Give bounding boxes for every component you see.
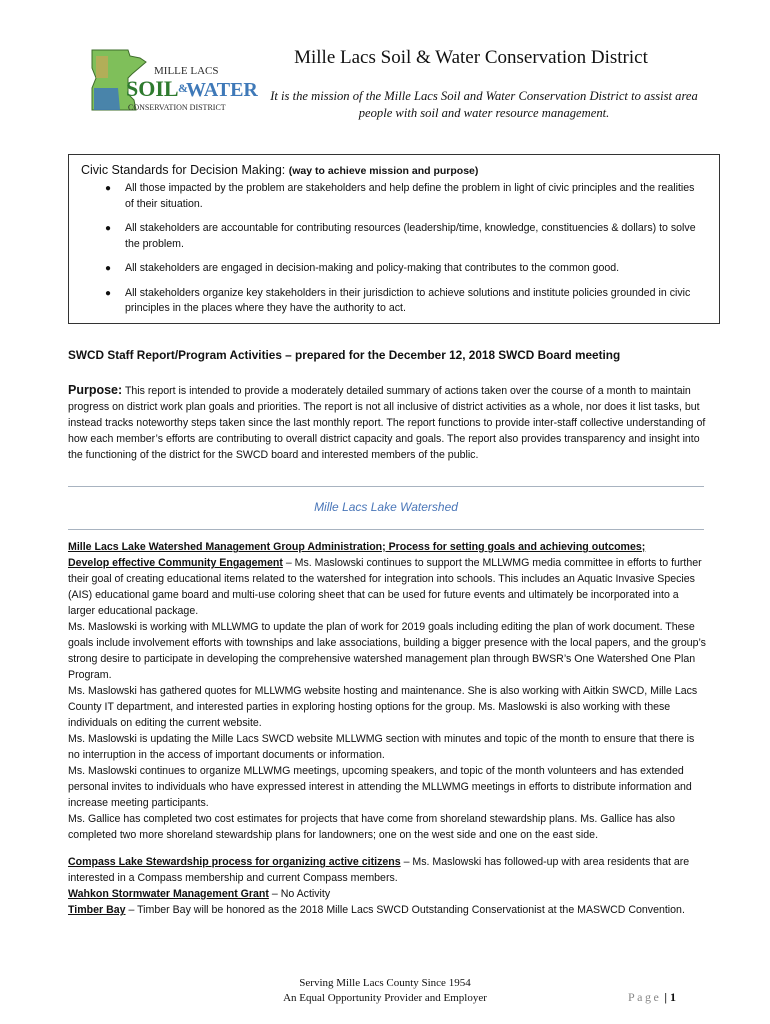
purpose-label: Purpose: (68, 383, 123, 397)
subheading-wahkon: Wahkon Stormwater Management Grant (68, 888, 269, 900)
list-item: ● All stakeholders are engaged in decision-making and policy-making that contributes to the common good. (97, 261, 697, 277)
paragraph: Ms. Gallice has completed two cost estimates for projects that have come from shoreland stewardship plans. Ms. Gallice has also completed two more shoreland stewardship plans for landowners; one on the west side and one on the east side. (68, 813, 676, 841)
footer (200, 976, 570, 1006)
list-item: ● All those impacted by the problem are stakeholders and help define the problem in light of civic principles and the realities of their situation. (105, 182, 695, 210)
page-title: Mille Lacs Soil & Water Conservation District (294, 47, 648, 68)
paragraph: Compass Lake Stewardship process for organizing active citizens – Ms. Maslowski has followed-up with area residents that are interested in a Compass membership and current Compass members. (68, 856, 690, 884)
section-divider-bottom (68, 529, 704, 530)
civic-heading-note: (way to achieve mission and purpose) (288, 165, 479, 177)
district-logo (88, 48, 258, 120)
logo-amp: & (178, 81, 188, 95)
civic-standards-list (97, 181, 697, 326)
logo-line3: CONSERVATION DISTRICT (128, 103, 226, 112)
watershed-body (68, 539, 708, 843)
subheading-compass: Compass Lake Stewardship process for organizing active citizens (68, 856, 401, 868)
logo-line1: MILLE LACS (154, 65, 219, 77)
logo-soil: SOIL (126, 76, 179, 101)
paragraph: Timber Bay – Timber Bay will be honored as the 2018 Mille Lacs SWCD Outstanding Conservationist at the MASWCD Convention. (68, 904, 685, 916)
paragraph: Ms. Maslowski has gathered quotes for MLLWMG website hosting and maintenance. She is also working with Aitkin SWCD, Mille Lacs County IT department, and interested parties in exploring hosting options for the group. Ms. Maslowski is also working with these individuals on editing the current website. (68, 685, 698, 729)
subheading-admin: Mille Lacs Lake Watershed Management Group Administration; Process for setting goals and achieving outcomes; (68, 541, 646, 553)
subheading-timber-bay: Timber Bay (68, 904, 126, 916)
paragraph: Ms. Maslowski is working with MLLWMG to update the plan of work for 2019 goals including editing the plan of work document. These goals include involvement efforts with townships and lake associations, building a bigger presence with the local papers, and the group’s strong desire to participate in developing the comprehensive watershed management plan through BWSR’s One Watershed One Plan Program. (68, 621, 706, 681)
purpose-paragraph (68, 382, 708, 463)
civic-heading (81, 163, 478, 177)
purpose-text: This report is intended to provide a moderately detailed summary of actions taken over the course of a month to maintain progress on district work plan goals and priorities. The report is not all inclusive of district activities as a whole, nor does it list tasks, but instead tracks noteworthy steps taken since the last monthly report. The report functions to provide inter-staff collective understanding of how each member’s efforts are contributing to overall district capacity and goals. The report also provides transparency and insight into the functioning of the district for the SWCD board and interested members of the public. (68, 385, 706, 461)
page-separator: | (661, 990, 670, 1004)
paragraph: Develop effective Community Engagement – Ms. Maslowski continues to support the MLLWMG media committee in efforts to further their goal of creating educational items related to the watershed for integration into schools. This includes an Aquatic Invasive Species (AIS) educational game board and multi-use coloring sheet that can be used for future events and ultimately be incorporated into a larger educational package. (68, 557, 702, 617)
mission-statement: It is the mission of the Mille Lacs Soil and Water Conservation District to assist area people with soil and water resource management. (270, 89, 698, 120)
list-item: ● All stakeholders organize key stakeholders in their jurisdiction to achieve solutions and institute policies grounded in civic principles in the places where they have the authority to act. (105, 286, 691, 314)
page-number (628, 990, 676, 1005)
bullet-icon: ● (105, 223, 112, 234)
footer-line2: An Equal Opportunity Provider and Employer (283, 992, 487, 1004)
bullet-icon: ● (105, 263, 112, 274)
bullet-icon: ● (105, 183, 112, 194)
footer-line1: Serving Mille Lacs County Since 1954 (299, 977, 471, 989)
bullet-icon: ● (105, 287, 112, 299)
paragraph: Ms. Maslowski continues to organize MLLWMG meetings, upcoming speakers, and topic of the month volunteers and has extended personal invites to individuals who have expressed interest in attending the MLLWMG meetings in efforts to distribute information and increase meeting participants. (68, 765, 692, 809)
other-activities (68, 854, 708, 918)
civic-heading-text: Civic Standards for Decision Making: (81, 163, 286, 177)
page-label: Page (628, 990, 662, 1004)
logo-water: WATER (186, 79, 258, 101)
paragraph: Wahkon Stormwater Management Grant – No Activity (68, 888, 331, 900)
list-item: ● All stakeholders are accountable for contributing resources (leadership/time, knowledge, constituencies & dollars) to solve the problem. (105, 222, 696, 250)
report-heading: SWCD Staff Report/Program Activities – prepared for the December 12, 2018 SWCD Board meeting (68, 348, 621, 362)
page-number-value: 1 (669, 990, 676, 1004)
civic-standards-box (68, 154, 720, 324)
paragraph: Ms. Maslowski is updating the Mille Lacs SWCD website MLLWMG section with minutes and topic of the month to ensure that there is no interruption in the access of important documents or information. (68, 733, 695, 761)
subheading-engagement: Develop effective Community Engagement (68, 557, 283, 569)
section-divider-top (68, 486, 704, 487)
section-title: Mille Lacs Lake Watershed (314, 500, 458, 514)
